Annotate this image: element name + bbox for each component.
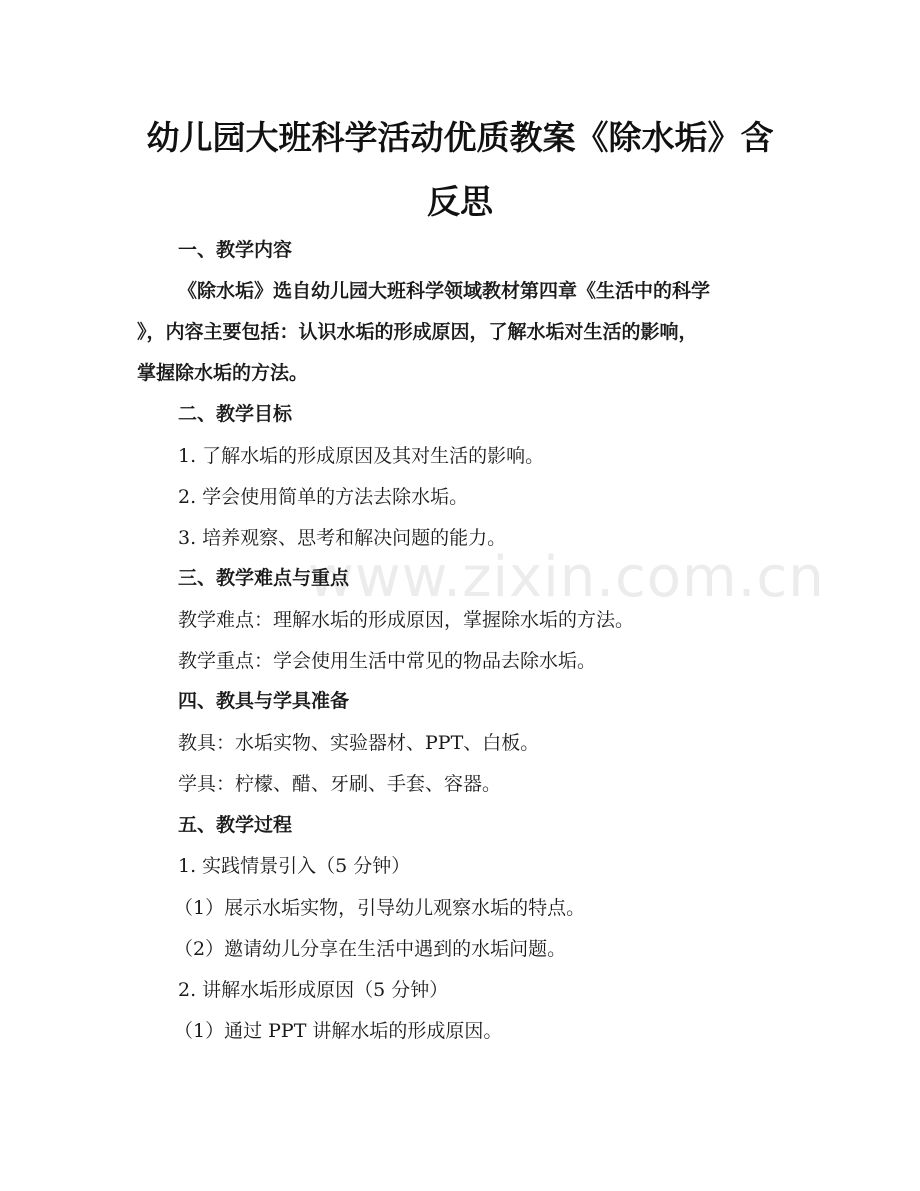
process-step-1-item-2: （2）邀请幼儿分享在生活中遇到的水垢问题。 [174, 938, 567, 960]
watermark: www.zixin.com.cn [308, 545, 825, 610]
content-paragraph-line-1: 《除水垢》选自幼儿园大班科学领域教材第四章《生活中的科学 [178, 280, 711, 302]
goal-item-1: 1. 了解水垢的形成原因及其对生活的影响。 [178, 445, 545, 467]
goal-item-3: 3. 培养观察、思考和解决问题的能力。 [178, 527, 507, 549]
learning-aids-text: 学具：柠檬、醋、牙刷、手套、容器。 [178, 773, 502, 795]
process-step-2-item-1: （1）通过 PPT 讲解水垢的形成原因。 [174, 1020, 503, 1042]
key-point-text: 教学重点：学会使用生活中常见的物品去除水垢。 [178, 650, 597, 672]
process-step-1-item-1: （1）展示水垢实物，引导幼儿观察水垢的特点。 [174, 897, 586, 919]
document-title-line-1: 幼儿园大班科学活动优质教案《除水垢》含 [146, 118, 774, 157]
document-title-line-2: 反思 [427, 182, 493, 221]
section-heading-process: 五、教学过程 [178, 814, 293, 836]
teaching-aids-text: 教具：水垢实物、实验器材、PPT、白板。 [178, 732, 540, 754]
difficulty-text: 教学难点：理解水垢的形成原因，掌握除水垢的方法。 [178, 609, 635, 631]
section-heading-goals: 二、教学目标 [178, 403, 293, 425]
goal-item-2: 2. 学会使用简单的方法去除水垢。 [178, 486, 469, 508]
content-paragraph-line-3: 掌握除水垢的方法。 [137, 362, 309, 384]
section-heading-content: 一、教学内容 [178, 239, 293, 261]
section-heading-materials: 四、教具与学具准备 [178, 690, 350, 712]
section-heading-difficulties: 三、教学难点与重点 [178, 567, 350, 589]
content-paragraph-line-2: 》，内容主要包括：认识水垢的形成原因，了解水垢对生活的影响， [137, 321, 698, 343]
process-step-1: 1. 实践情景引入（5 分钟） [178, 855, 411, 877]
process-step-2: 2. 讲解水垢形成原因（5 分钟） [178, 979, 449, 1001]
